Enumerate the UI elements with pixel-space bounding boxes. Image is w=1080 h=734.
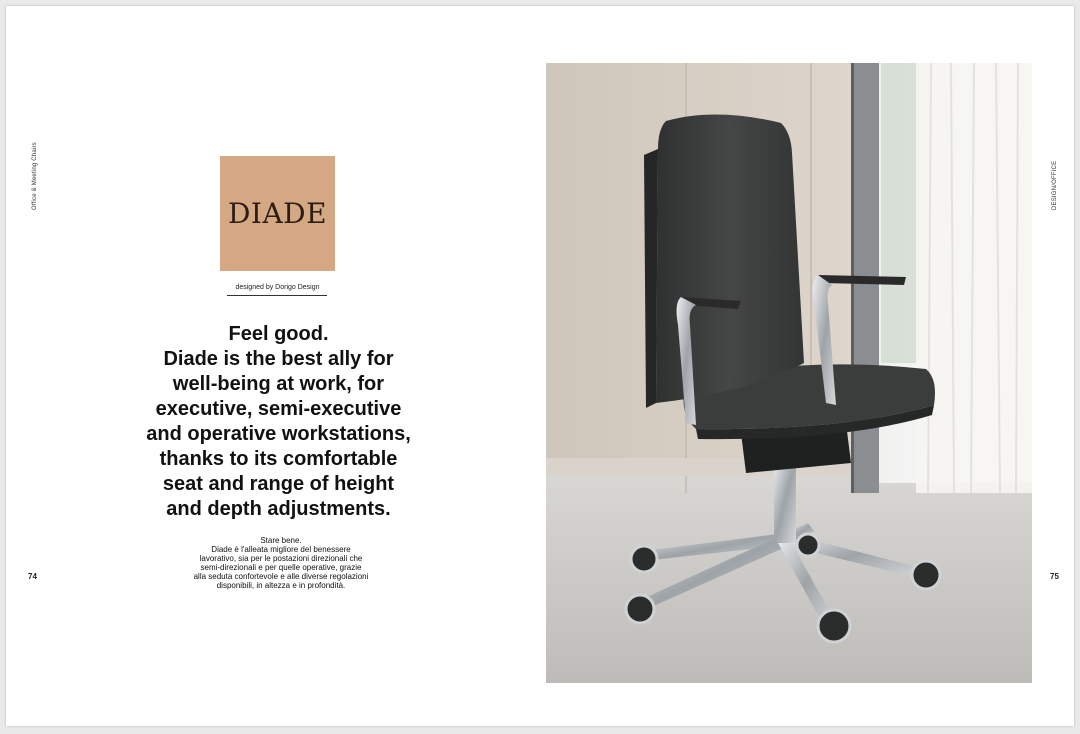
section-label-left: Office & Meeting Chairs <box>32 142 38 210</box>
italian-line: lavorativo, sia per le postazioni direzionali che <box>199 554 363 563</box>
diade-logo <box>220 156 335 271</box>
page-number-left: 74 <box>28 572 37 581</box>
page-number-right: 75 <box>1050 572 1059 581</box>
headline-line: Diade is the best ally for <box>163 348 394 370</box>
headline-line: executive, semi-executive <box>155 398 402 420</box>
headline-line: and depth adjustments. <box>166 498 391 520</box>
italian-line: disponibili, in altezza e in profondità. <box>216 581 346 590</box>
headline-line: well-being at work, for <box>172 373 385 395</box>
headline-line: thanks to its comfortable <box>159 448 398 470</box>
office-chair-photo <box>546 63 1032 683</box>
designer-underline <box>227 295 327 296</box>
headline-line: and operative workstations, <box>146 423 411 445</box>
logo-text: DIADE <box>227 197 328 230</box>
magazine-spread <box>6 6 1074 726</box>
italian-line: alla seduta confortevole e alle diverse regolazioni <box>193 572 369 581</box>
headline-line: Feel good. <box>228 323 329 345</box>
backrest <box>656 114 804 403</box>
headline <box>116 322 441 522</box>
italian-line: semi-direzionali e per quelle operative, grazie <box>200 563 362 572</box>
designer-credit: designed by Dorigo Design <box>235 284 320 291</box>
headline-line: seat and range of height <box>162 473 395 495</box>
italian-body <box>156 536 406 590</box>
italian-line: Diade è l'alleata migliore del benessere <box>211 545 351 554</box>
section-label-right: DESIGN/OFFICE <box>1052 160 1058 210</box>
italian-line: Stare bene. <box>260 536 302 545</box>
gas-cylinder <box>774 458 796 543</box>
